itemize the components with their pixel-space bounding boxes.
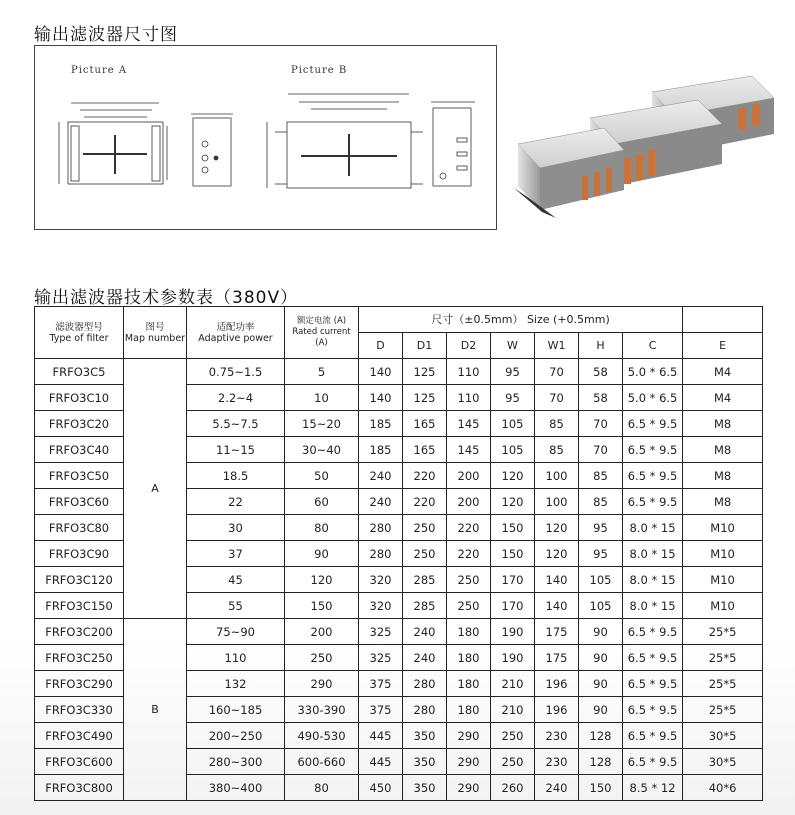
table-cell: 55 [187, 593, 285, 619]
table-cell: 6.5 * 9.5 [623, 697, 683, 723]
filter-product-photo [512, 72, 782, 222]
table-cell: 280 [403, 671, 447, 697]
col-header: D [359, 333, 403, 359]
table-cell: 200~250 [187, 723, 285, 749]
table-cell: 250 [285, 645, 359, 671]
table-cell: 165 [403, 411, 447, 437]
table-cell: 30*5 [683, 723, 763, 749]
table-header-row-1 [35, 307, 763, 333]
table-cell: 250 [491, 749, 535, 775]
table-cell: FRFO3C90 [35, 541, 124, 567]
picture-a-side-view [191, 114, 233, 186]
table-cell: 150 [491, 541, 535, 567]
table-cell: 95 [491, 359, 535, 385]
table-cell: FRFO3C10 [35, 385, 124, 411]
table-cell: 375 [359, 697, 403, 723]
table-cell: 350 [403, 775, 447, 801]
table-cell: M4 [683, 385, 763, 411]
table-cell: 11~15 [187, 437, 285, 463]
table-cell: 380~400 [187, 775, 285, 801]
table-cell: 250 [491, 723, 535, 749]
table-cell: 95 [491, 385, 535, 411]
dimension-drawing-panel [34, 45, 497, 230]
header-blank [683, 307, 763, 333]
table-cell: 25*5 [683, 645, 763, 671]
table-cell: 8.0 * 15 [623, 567, 683, 593]
table-cell: 45 [187, 567, 285, 593]
table-cell: 290 [447, 723, 491, 749]
table-cell: 5 [285, 359, 359, 385]
table-cell: 95 [579, 515, 623, 541]
table-cell: 6.5 * 9.5 [623, 671, 683, 697]
table-cell: 120 [491, 489, 535, 515]
table-cell: FRFO3C20 [35, 411, 124, 437]
table-cell: 220 [403, 463, 447, 489]
table-cell: 105 [491, 437, 535, 463]
table-cell: 445 [359, 723, 403, 749]
table-cell: 120 [491, 463, 535, 489]
table-row [35, 359, 763, 385]
table-cell: 240 [403, 619, 447, 645]
table-cell: 185 [359, 411, 403, 437]
table-cell: 320 [359, 567, 403, 593]
table-cell: 210 [491, 697, 535, 723]
table-cell: 25*5 [683, 619, 763, 645]
table-cell: 120 [535, 541, 579, 567]
table-cell: 8.0 * 15 [623, 593, 683, 619]
table-cell: 250 [447, 593, 491, 619]
table-cell: 196 [535, 671, 579, 697]
table-cell: FRFO3C80 [35, 515, 124, 541]
table-cell: 120 [535, 515, 579, 541]
table-cell: 220 [403, 489, 447, 515]
table-cell: 185 [359, 437, 403, 463]
col-header: E [683, 333, 763, 359]
table-cell: 200 [447, 489, 491, 515]
table-cell: 210 [491, 671, 535, 697]
table-cell: 128 [579, 749, 623, 775]
table-cell: 200 [447, 463, 491, 489]
table-cell: 200 [285, 619, 359, 645]
table-cell: 140 [535, 567, 579, 593]
table-cell: 280 [359, 515, 403, 541]
table-cell: 6.5 * 9.5 [623, 619, 683, 645]
table-cell: M8 [683, 489, 763, 515]
table-cell: 140 [359, 385, 403, 411]
section-title-specs: 输出滤波器技术参数表（380V） [34, 288, 299, 308]
map-number-cell: B [124, 619, 187, 801]
table-cell: 90 [285, 541, 359, 567]
table-cell: 128 [579, 723, 623, 749]
table-cell: 325 [359, 619, 403, 645]
table-cell: M8 [683, 437, 763, 463]
table-cell: 285 [403, 593, 447, 619]
table-cell: 196 [535, 697, 579, 723]
col-header: W1 [535, 333, 579, 359]
table-cell: 30 [187, 515, 285, 541]
table-cell: 230 [535, 749, 579, 775]
table-cell: 132 [187, 671, 285, 697]
table-cell: 160~185 [187, 697, 285, 723]
table-cell: 110 [187, 645, 285, 671]
table-cell: 6.5 * 9.5 [623, 489, 683, 515]
table-cell: 450 [359, 775, 403, 801]
table-cell: FRFO3C250 [35, 645, 124, 671]
table-cell: 250 [403, 515, 447, 541]
table-cell: 80 [285, 775, 359, 801]
table-cell: 58 [579, 385, 623, 411]
table-cell: 85 [535, 437, 579, 463]
table-cell: FRFO3C200 [35, 619, 124, 645]
table-cell: 280 [359, 541, 403, 567]
table-cell: 140 [535, 593, 579, 619]
table-cell: 280 [403, 697, 447, 723]
picture-b-front-view [267, 94, 423, 188]
table-body [35, 359, 763, 801]
table-cell: 85 [579, 489, 623, 515]
table-cell: 140 [359, 359, 403, 385]
table-cell: 445 [359, 749, 403, 775]
table-cell: 600-660 [285, 749, 359, 775]
table-cell: 90 [579, 697, 623, 723]
table-cell: 180 [447, 645, 491, 671]
table-cell: 250 [403, 541, 447, 567]
table-cell: 240 [403, 645, 447, 671]
table-cell: 110 [447, 359, 491, 385]
table-cell: 58 [579, 359, 623, 385]
table-cell: 165 [403, 437, 447, 463]
table-cell: 145 [447, 411, 491, 437]
table-cell: FRFO3C600 [35, 749, 124, 775]
table-cell: 230 [535, 723, 579, 749]
table-cell: M10 [683, 567, 763, 593]
table-cell: 145 [447, 437, 491, 463]
table-cell: 220 [447, 541, 491, 567]
table-cell: 325 [359, 645, 403, 671]
table-cell: 150 [285, 593, 359, 619]
table-cell: 75~90 [187, 619, 285, 645]
picture-b-label: Picture B [291, 65, 348, 76]
table-cell: 190 [491, 619, 535, 645]
table-cell: 290 [285, 671, 359, 697]
table-cell: FRFO3C60 [35, 489, 124, 515]
table-cell: 30*5 [683, 749, 763, 775]
table-cell: M4 [683, 359, 763, 385]
table-cell: 175 [535, 619, 579, 645]
table-cell: 90 [579, 645, 623, 671]
table-cell: FRFO3C490 [35, 723, 124, 749]
table-cell: M10 [683, 541, 763, 567]
table-cell: 110 [447, 385, 491, 411]
table-cell: 330-390 [285, 697, 359, 723]
table-cell: 170 [491, 593, 535, 619]
table-cell: 125 [403, 385, 447, 411]
table-cell: 220 [447, 515, 491, 541]
table-cell: 125 [403, 359, 447, 385]
map-number-cell: A [124, 359, 187, 619]
table-cell: 30~40 [285, 437, 359, 463]
header-current: 额定电流 (A) Rated current (A) [285, 307, 359, 359]
table-cell: 6.5 * 9.5 [623, 645, 683, 671]
table-cell: 180 [447, 697, 491, 723]
table-cell: 10 [285, 385, 359, 411]
table-row [35, 619, 763, 645]
table-cell: 280~300 [187, 749, 285, 775]
table-cell: FRFO3C150 [35, 593, 124, 619]
table-cell: M8 [683, 463, 763, 489]
header-size: 尺寸（±0.5mm） Size (+0.5mm) [359, 307, 683, 333]
table-cell: 80 [285, 515, 359, 541]
table-cell: 190 [491, 645, 535, 671]
table-cell: 5.5~7.5 [187, 411, 285, 437]
table-cell: 105 [579, 593, 623, 619]
table-cell: FRFO3C290 [35, 671, 124, 697]
table-cell: 290 [447, 775, 491, 801]
table-cell: 290 [447, 749, 491, 775]
col-header: C [623, 333, 683, 359]
table-cell: 105 [579, 567, 623, 593]
table-cell: 8.0 * 15 [623, 515, 683, 541]
table-cell: 37 [187, 541, 285, 567]
table-cell: FRFO3C40 [35, 437, 124, 463]
table-cell: 250 [447, 567, 491, 593]
table-cell: 40*6 [683, 775, 763, 801]
table-cell: 6.5 * 9.5 [623, 411, 683, 437]
picture-a-label: Picture A [71, 65, 128, 76]
table-cell: 350 [403, 749, 447, 775]
table-cell: 18.5 [187, 463, 285, 489]
table-cell: 180 [447, 671, 491, 697]
table-cell: FRFO3C330 [35, 697, 124, 723]
table-cell: 95 [579, 541, 623, 567]
col-header: W [491, 333, 535, 359]
spec-table [34, 306, 763, 801]
table-cell: 170 [491, 567, 535, 593]
table-cell: 85 [535, 411, 579, 437]
header-type: 滤波器型号 Type of filter [35, 307, 124, 359]
table-cell: 350 [403, 723, 447, 749]
table-cell: 70 [579, 411, 623, 437]
table-cell: 375 [359, 671, 403, 697]
table-cell: M8 [683, 411, 763, 437]
table-cell: 6.5 * 9.5 [623, 463, 683, 489]
table-cell: 180 [447, 619, 491, 645]
table-cell: 150 [491, 515, 535, 541]
table-cell: 260 [491, 775, 535, 801]
table-cell: 15~20 [285, 411, 359, 437]
table-cell: 2.2~4 [187, 385, 285, 411]
table-cell: 8.0 * 15 [623, 541, 683, 567]
table-cell: 70 [579, 437, 623, 463]
table-cell: 22 [187, 489, 285, 515]
table-cell: 5.0 * 6.5 [623, 385, 683, 411]
table-cell: FRFO3C5 [35, 359, 124, 385]
section-title-dimensions: 输出滤波器尺寸图 [34, 25, 178, 45]
table-cell: 90 [579, 671, 623, 697]
picture-a-front-view [59, 103, 167, 184]
table-cell: 6.5 * 9.5 [623, 437, 683, 463]
table-cell: 100 [535, 463, 579, 489]
col-header: D2 [447, 333, 491, 359]
table-cell: 240 [535, 775, 579, 801]
table-cell: 240 [359, 463, 403, 489]
col-header: H [579, 333, 623, 359]
table-cell: 50 [285, 463, 359, 489]
table-cell: 240 [359, 489, 403, 515]
table-cell: 70 [535, 385, 579, 411]
table-cell: 85 [579, 463, 623, 489]
table-cell: FRFO3C120 [35, 567, 124, 593]
header-map: 图号 Map number [124, 307, 187, 359]
table-cell: 150 [579, 775, 623, 801]
picture-b-side-view [431, 102, 475, 186]
table-cell: 70 [535, 359, 579, 385]
table-cell: 100 [535, 489, 579, 515]
table-cell: 0.75~1.5 [187, 359, 285, 385]
table-cell: M10 [683, 593, 763, 619]
dimension-drawings [35, 46, 498, 231]
table-cell: 60 [285, 489, 359, 515]
table-cell: 25*5 [683, 671, 763, 697]
table-cell: 6.5 * 9.5 [623, 749, 683, 775]
table-cell: 285 [403, 567, 447, 593]
table-cell: FRFO3C50 [35, 463, 124, 489]
table-cell: 490-530 [285, 723, 359, 749]
table-cell: 175 [535, 645, 579, 671]
table-cell: 6.5 * 9.5 [623, 723, 683, 749]
table-cell: 8.5 * 12 [623, 775, 683, 801]
table-cell: 120 [285, 567, 359, 593]
table-cell: 90 [579, 619, 623, 645]
table-cell: 25*5 [683, 697, 763, 723]
table-cell: FRFO3C800 [35, 775, 124, 801]
table-cell: 5.0 * 6.5 [623, 359, 683, 385]
header-power: 适配功率 Adaptive power [187, 307, 285, 359]
table-cell: 320 [359, 593, 403, 619]
col-header: D1 [403, 333, 447, 359]
table-cell: 105 [491, 411, 535, 437]
table-cell: M10 [683, 515, 763, 541]
